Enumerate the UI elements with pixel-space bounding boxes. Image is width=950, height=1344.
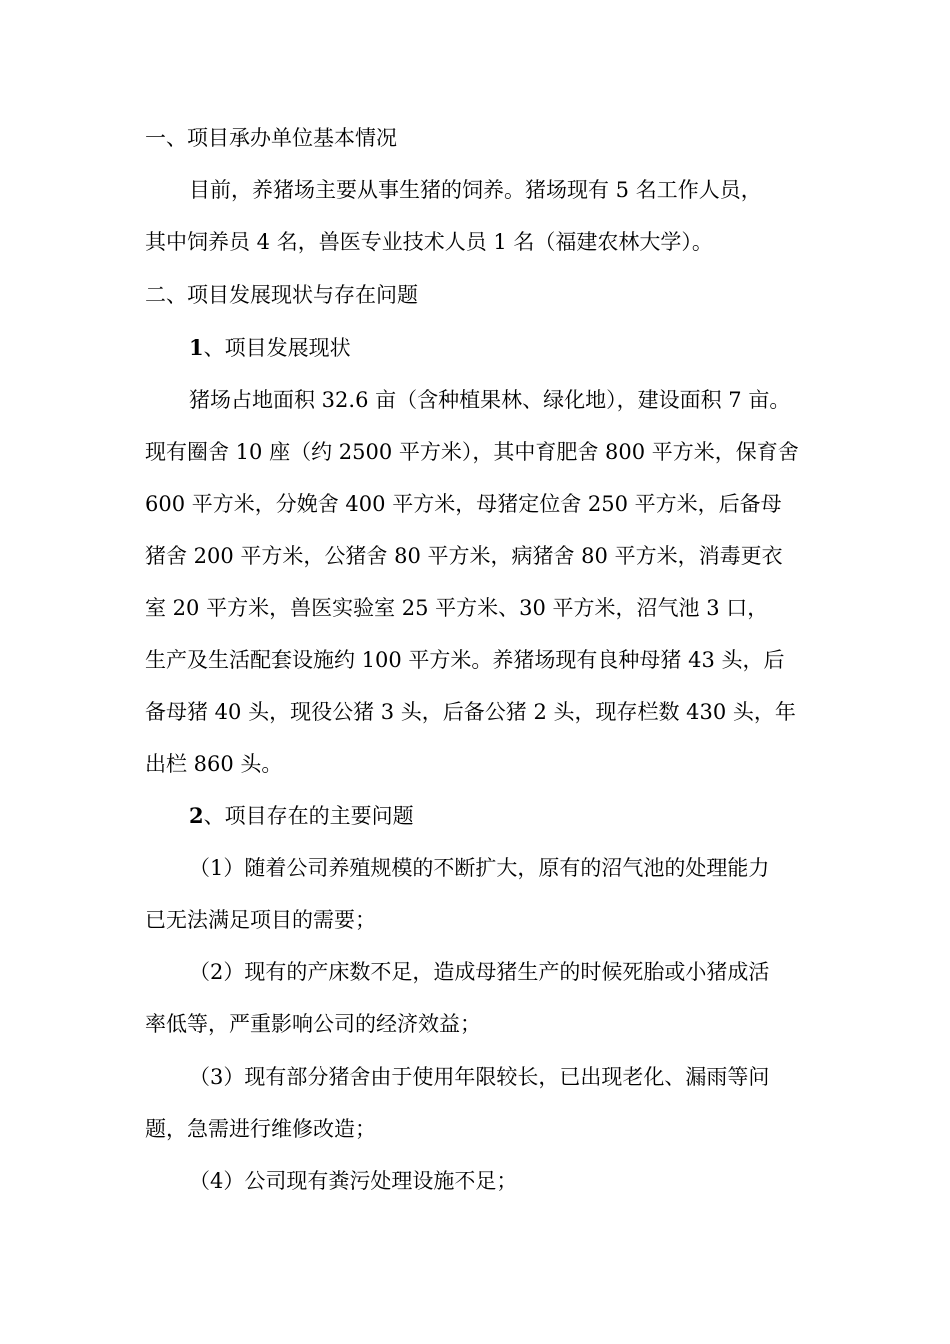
paragraph-2-line-1: 猪场占地面积 32.6 亩（含种植果林、绿化地），建设面积 7 亩。 <box>189 388 791 412</box>
section-heading-2: 二、项目发展现状与存在问题 <box>145 283 418 307</box>
paragraph-2-line-5: 室 20 平方米，兽医实验室 25 平方米、30 平方米，沼气池 3 口， <box>145 596 769 620</box>
subheading-2-number: 2 <box>189 803 204 828</box>
subheading-1-text: 、项目发展现状 <box>203 336 351 360</box>
issue-2-line-2: 率低等，严重影响公司的经济效益； <box>145 1012 481 1036</box>
subheading-1-number: 1 <box>189 335 204 360</box>
subheading-1 <box>189 334 351 362</box>
issue-3-line-1: （3）现有部分猪舍由于使用年限较长，已出现老化、漏雨等问 <box>189 1065 770 1089</box>
paragraph-2-line-7: 备母猪 40 头，现役公猪 3 头，后备公猪 2 头，现存栏数 430 头，年 <box>145 700 796 724</box>
section-heading-1: 一、项目承办单位基本情况 <box>145 126 397 150</box>
issue-1-line-2: 已无法满足项目的需要； <box>145 908 376 932</box>
subheading-2-text: 、项目存在的主要问题 <box>203 804 414 828</box>
paragraph-2-line-6: 生产及生活配套设施约 100 平方米。养猪场现有良种母猪 43 头，后 <box>145 648 785 672</box>
paragraph-1-line-1 <box>189 176 797 204</box>
subheading-2 <box>189 802 414 830</box>
paragraph-1-line-1-text: 目前，养猪场主要从事生猪的饲养。猪场现有 5 名工作人员， <box>189 178 762 202</box>
paragraph-2-line-4: 猪舍 200 平方米，公猪舍 80 平方米，病猪舍 80 平方米，消毒更衣 <box>145 544 783 568</box>
paragraph-2-line-2: 现有圈舍 10 座（约 2500 平方米），其中育肥舍 800 平方米，保育舍 <box>145 440 799 464</box>
issue-2-line-1: （2）现有的产床数不足，造成母猪生产的时候死胎或小猪成活 <box>189 960 770 984</box>
paragraph-2-line-3: 600 平方米，分娩舍 400 平方米，母猪定位舍 250 平方米，后备母 <box>145 492 782 516</box>
issue-1-line-1: （1）随着公司养殖规模的不断扩大，原有的沼气池的处理能力 <box>189 856 770 880</box>
issue-4-line-1: （4）公司现有粪污处理设施不足； <box>189 1169 518 1193</box>
paragraph-2-line-8: 出栏 860 头。 <box>145 752 283 776</box>
paragraph-1-line-2: 其中饲养员 4 名，兽医专业技术人员 1 名（福建农林大学）。 <box>145 230 713 254</box>
issue-3-line-2: 题，急需进行维修改造； <box>145 1117 376 1141</box>
